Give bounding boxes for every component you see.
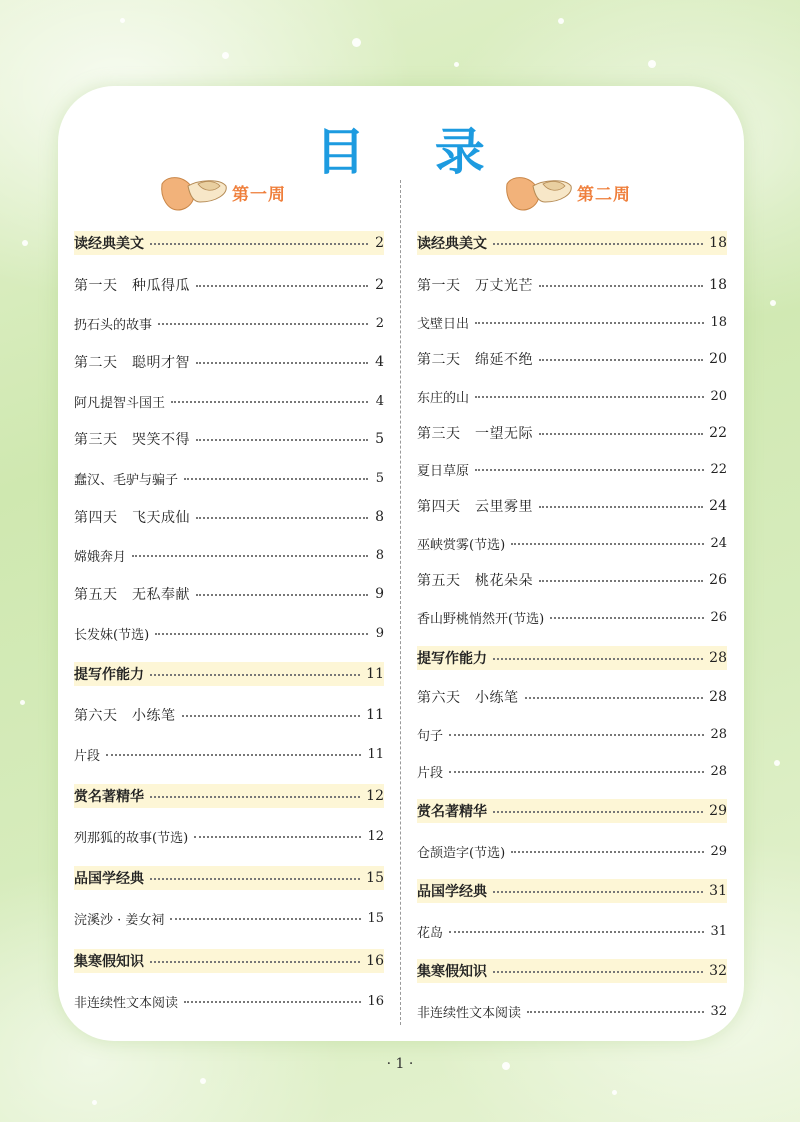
entry-page: 4 [375, 393, 384, 409]
sparkle [558, 18, 564, 24]
sparkle [92, 1100, 97, 1105]
sparkle [200, 1078, 206, 1084]
entry-page: 11 [366, 666, 384, 682]
sparkle [454, 62, 459, 67]
page-number: · 1 · [386, 1056, 414, 1072]
leader-dots [525, 697, 704, 699]
entry-label: 句子 [417, 728, 444, 744]
sparkle [22, 240, 28, 246]
entry-page: 4 [375, 354, 384, 370]
entry-page: 12 [367, 828, 384, 844]
entry-label: 第六天 小练笔 [74, 708, 176, 724]
toc-section-row[interactable] [417, 231, 727, 255]
entry-page: 16 [367, 993, 384, 1009]
week-header-2 [503, 172, 631, 212]
toc-section-row[interactable] [417, 879, 727, 903]
entry-page: 11 [367, 746, 384, 762]
entry-page: 20 [709, 351, 727, 367]
leader-dots [182, 715, 361, 717]
leader-dots [511, 851, 704, 853]
sparkle [770, 300, 776, 306]
entry-label: 片段 [74, 748, 101, 764]
entry-label: 第四天 云里雾里 [417, 499, 533, 515]
entry-label: 第三天 哭笑不得 [74, 432, 190, 448]
toc-entry-row[interactable] [74, 906, 384, 930]
entry-label: 夏日草原 [417, 463, 470, 479]
entry-page: 2 [375, 235, 384, 251]
toc-day-row[interactable] [417, 273, 727, 297]
entry-label: 阿凡提智斗国王 [74, 395, 166, 411]
entry-label: 提写作能力 [74, 667, 144, 683]
toc-entry-row[interactable] [417, 531, 727, 555]
entry-page: 28 [710, 726, 727, 742]
leader-dots [196, 594, 368, 596]
entry-label: 读经典美文 [417, 236, 487, 252]
entry-page: 8 [375, 509, 384, 525]
toc-entry-row[interactable] [74, 466, 384, 490]
entry-page: 26 [710, 609, 727, 625]
entry-label: 香山野桃悄然开(节选) [417, 611, 545, 627]
leader-dots [150, 674, 360, 676]
gold-ingot-icon [503, 172, 575, 212]
entry-label: 品国学经典 [417, 884, 487, 900]
leader-dots [132, 555, 368, 557]
entry-label: 第五天 桃花朵朵 [417, 573, 533, 589]
toc-entry-row[interactable] [74, 311, 384, 335]
leader-dots [493, 811, 703, 813]
entry-page: 5 [375, 431, 384, 447]
leader-dots [527, 1011, 704, 1013]
entry-label: 东庄的山 [417, 390, 470, 406]
toc-entry-row[interactable] [417, 384, 727, 408]
entry-label: 读经典美文 [74, 236, 144, 252]
leader-dots [150, 243, 368, 245]
leader-dots [449, 931, 704, 933]
entry-label: 长发妹(节选) [74, 627, 150, 643]
toc-day-row[interactable] [74, 703, 384, 727]
entry-page: 9 [375, 586, 384, 602]
entry-page: 26 [709, 572, 727, 588]
entry-label: 嫦娥奔月 [74, 549, 127, 565]
entry-page: 32 [709, 963, 727, 979]
toc-entry-row[interactable] [74, 742, 384, 766]
leader-dots [150, 878, 360, 880]
leader-dots [196, 439, 368, 441]
entry-page: 22 [709, 425, 727, 441]
toc-day-row[interactable] [74, 350, 384, 374]
entry-label: 非连续性文本阅读 [417, 1005, 522, 1021]
leader-dots [511, 543, 704, 545]
entry-label: 列那狐的故事(节选) [74, 830, 189, 846]
sparkle [120, 18, 125, 23]
toc-day-row[interactable] [74, 273, 384, 297]
leader-dots [449, 771, 704, 773]
sparkle [612, 1090, 617, 1095]
entry-label: 戈壁日出 [417, 316, 470, 332]
leader-dots [196, 285, 368, 287]
toc-entry-row[interactable] [417, 839, 727, 863]
leader-dots [539, 506, 703, 508]
toc-entry-row[interactable] [417, 999, 727, 1023]
entry-page: 5 [375, 470, 384, 486]
toc-day-row[interactable] [74, 505, 384, 529]
entry-label: 第四天 飞天成仙 [74, 510, 190, 526]
entry-page: 29 [710, 843, 727, 859]
entry-label: 非连续性文本阅读 [74, 995, 179, 1011]
leader-dots [493, 243, 703, 245]
leader-dots [170, 918, 361, 920]
entry-label: 品国学经典 [74, 871, 144, 887]
leader-dots [155, 633, 368, 635]
leader-dots [475, 396, 704, 398]
toc-entry-row[interactable] [74, 989, 384, 1013]
leader-dots [493, 891, 703, 893]
entry-label: 第五天 无私奉献 [74, 587, 190, 603]
entry-page: 20 [710, 388, 727, 404]
leader-dots [539, 359, 703, 361]
column-divider [400, 180, 401, 1025]
entry-label: 第二天 聪明才智 [74, 355, 190, 371]
entry-page: 18 [709, 235, 727, 251]
entry-label: 第三天 一望无际 [417, 426, 533, 442]
toc-entry-row[interactable] [74, 389, 384, 413]
entry-page: 18 [709, 277, 727, 293]
entry-page: 28 [709, 689, 727, 705]
entry-label: 第二天 绵延不绝 [417, 352, 533, 368]
entry-page: 8 [375, 547, 384, 563]
entry-label: 集寒假知识 [417, 964, 487, 980]
entry-page: 24 [710, 535, 727, 551]
leader-dots [475, 322, 704, 324]
gold-ingot-icon [158, 172, 230, 212]
toc-day-row[interactable] [417, 494, 727, 518]
leader-dots [550, 617, 704, 619]
entry-page: 2 [375, 277, 384, 293]
toc-day-row[interactable] [74, 582, 384, 606]
page-title: 目 录 [315, 123, 511, 181]
entry-label: 集寒假知识 [74, 954, 144, 970]
entry-label: 赏名著精华 [74, 789, 144, 805]
leader-dots [158, 323, 368, 325]
entry-page: 32 [710, 1003, 727, 1019]
entry-page: 18 [710, 314, 727, 330]
toc-day-row[interactable] [74, 427, 384, 451]
entry-label: 第一天 万丈光芒 [417, 278, 533, 294]
leader-dots [196, 517, 368, 519]
entry-page: 2 [375, 315, 384, 331]
toc-section-row[interactable] [417, 959, 727, 983]
toc-day-row[interactable] [417, 421, 727, 445]
leader-dots [449, 734, 704, 736]
entry-label: 浣溪沙 · 姜女祠 [74, 912, 165, 928]
entry-page: 15 [367, 910, 384, 926]
leader-dots [493, 971, 703, 973]
entry-page: 24 [709, 498, 727, 514]
leader-dots [196, 362, 368, 364]
entry-page: 29 [709, 803, 727, 819]
entry-page: 31 [709, 883, 727, 899]
entry-page: 12 [366, 788, 384, 804]
leader-dots [539, 433, 703, 435]
toc-entry-row[interactable] [74, 824, 384, 848]
entry-label: 第六天 小练笔 [417, 690, 519, 706]
toc-section-row[interactable] [417, 646, 727, 670]
toc-entry-row[interactable] [417, 310, 727, 334]
sparkle [352, 38, 361, 47]
entry-label: 仓颉造字(节选) [417, 845, 506, 861]
toc-entry-row[interactable] [417, 759, 727, 783]
leader-dots [150, 796, 360, 798]
toc-day-row[interactable] [417, 568, 727, 592]
entry-label: 巫峡赏雾(节选) [417, 537, 506, 553]
leader-dots [194, 836, 361, 838]
week-label: 第一周 [232, 184, 286, 205]
toc-entry-row[interactable] [417, 919, 727, 943]
leader-dots [184, 1001, 361, 1003]
leader-dots [150, 961, 360, 963]
toc-day-row[interactable] [417, 685, 727, 709]
toc-section-row[interactable] [74, 662, 384, 686]
entry-page: 31 [710, 923, 727, 939]
leader-dots [475, 469, 704, 471]
leader-dots [539, 580, 703, 582]
toc-entry-row[interactable] [417, 457, 727, 481]
entry-page: 28 [709, 650, 727, 666]
entry-label: 第一天 种瓜得瓜 [74, 278, 190, 294]
toc-entry-row[interactable] [417, 605, 727, 629]
leader-dots [493, 658, 703, 660]
toc-section-row[interactable] [417, 799, 727, 823]
toc-section-row[interactable] [74, 784, 384, 808]
entry-page: 28 [710, 763, 727, 779]
toc-entry-row[interactable] [74, 621, 384, 645]
entry-label: 蠢汉、毛驴与骗子 [74, 472, 179, 488]
sparkle [648, 60, 656, 68]
leader-dots [106, 754, 361, 756]
sparkle [774, 760, 780, 766]
toc-section-row[interactable] [74, 949, 384, 973]
entry-page: 15 [366, 870, 384, 886]
entry-page: 22 [710, 461, 727, 477]
toc-section-row[interactable] [74, 866, 384, 890]
entry-label: 扔石头的故事 [74, 317, 153, 333]
sparkle [20, 700, 25, 705]
entry-label: 赏名著精华 [417, 804, 487, 820]
entry-page: 9 [375, 625, 384, 641]
toc-section-row[interactable] [74, 231, 384, 255]
leader-dots [539, 285, 703, 287]
entry-page: 11 [366, 707, 384, 723]
toc-entry-row[interactable] [417, 722, 727, 746]
leader-dots [184, 478, 368, 480]
sparkle [222, 52, 229, 59]
week-label: 第二周 [577, 184, 631, 205]
entry-label: 花岛 [417, 925, 444, 941]
week-header-1 [158, 172, 286, 212]
entry-page: 16 [366, 953, 384, 969]
toc-day-row[interactable] [417, 347, 727, 371]
leader-dots [171, 401, 368, 403]
toc-entry-row[interactable] [74, 543, 384, 567]
entry-label: 片段 [417, 765, 444, 781]
entry-label: 提写作能力 [417, 651, 487, 667]
